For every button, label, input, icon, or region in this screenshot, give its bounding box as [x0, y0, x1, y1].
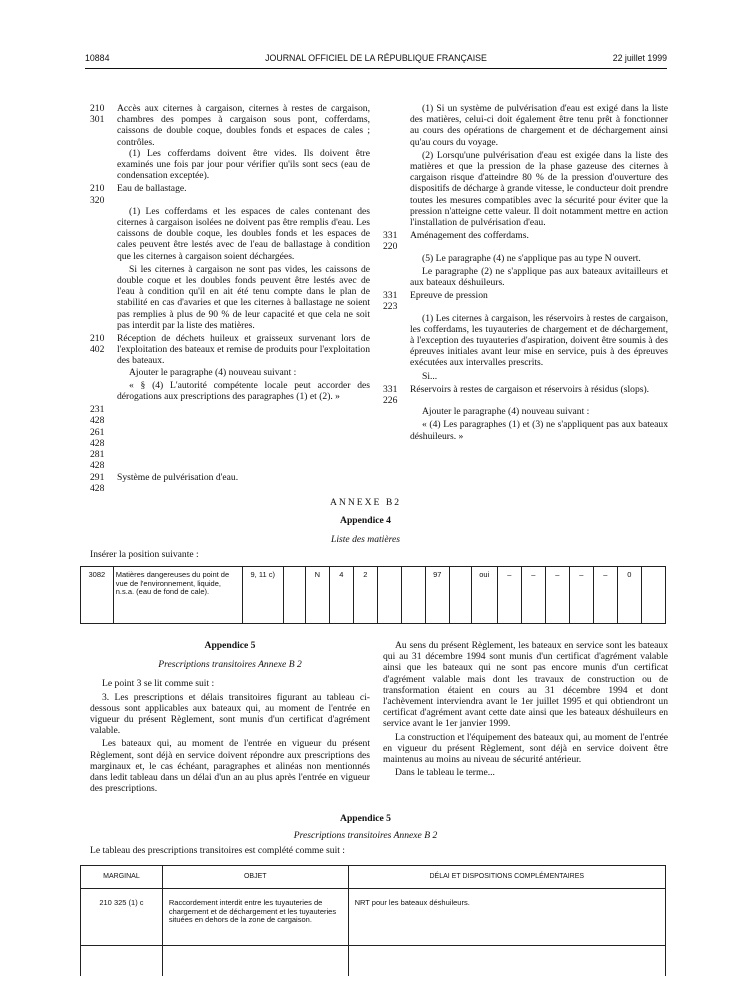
- table-row: [81, 889, 666, 946]
- article-item: [90, 404, 370, 426]
- paragraph: (1) Si un système de pulvérisation d'eau est exigé dans la liste des matières, celui-ci doit également être tenu prêt à fonctionner au cours des opérations de chargement et de déchargement ainsi qu'au cours du voyage.: [410, 103, 668, 148]
- transitional-table: [80, 865, 666, 976]
- article-number: 231 428: [90, 404, 105, 427]
- appendix-5-right: [383, 640, 668, 780]
- article-text: Aménagement des cofferdams.: [410, 230, 529, 242]
- annex-title: ANNEXE B2: [329, 497, 402, 508]
- table-cell: 97: [425, 567, 449, 624]
- paragraph: Dans le tableau le terme...: [395, 767, 495, 779]
- paragraph: Ajouter le paragraphe (4) nouveau suivant :: [129, 366, 297, 378]
- article-number: 210 320: [90, 183, 105, 206]
- page-number: 10884: [85, 53, 110, 63]
- table-cell: 9, 11 c): [242, 567, 283, 624]
- article-item: [90, 333, 370, 367]
- header-rule: [85, 68, 667, 69]
- article-number: 331 226: [383, 383, 398, 407]
- article-text: Epreuve de pression: [410, 290, 488, 302]
- paragraph: « (4) Les paragraphes (1) et (3) ne s'appliquent pas aux bateaux déshuileurs. »: [410, 419, 668, 442]
- article-text: [117, 449, 370, 471]
- appendix-5b-title: Appendice 5: [340, 813, 391, 824]
- header-marginal: MARGINAL: [81, 866, 163, 889]
- article-text: Eau de ballastage.: [117, 183, 187, 195]
- paragraph: 3. Les prescriptions et délais transitoires figurant au tableau ci-dessous sont applicables aux bateaux qui, au moment de l'entrée en vigueur du présent Règlement, sont munis d'un certificat d'agrément valable.: [90, 691, 370, 737]
- paragraph: « § (4) L'autorité compétente locale peut accorder des dérogations aux prescriptions des paragraphes (1) et (2). »: [117, 379, 370, 403]
- left-column: [90, 103, 370, 494]
- article-number: 261 428: [90, 426, 105, 449]
- article-text: Réception de déchets huileux et graisseux survenant lors de l'exploitation des bateaux et remise de produits pour l'exploitation des bateaux.: [117, 333, 370, 367]
- paragraph: Le paragraphe (2) ne s'applique pas aux bateaux avitailleurs et aux bateaux déshuileurs.: [410, 265, 668, 289]
- table-cell: [401, 567, 425, 624]
- paragraph: (1) Les cofferdams et les espaces de cales contenant des citernes à cargaison isolées ne doivent pas être remplis d'eau. Les caissons de double coque, les doubles fonds et les espaces de cales peuvent être lestés avec de l'eau de ballastage à condition que les citernes à cargaison soient déchargées.: [117, 205, 370, 262]
- table-cell: –: [593, 567, 617, 624]
- paragraph: (2) Lorsqu'une pulvérisation d'eau est exigée dans la liste des matières et que la pression de la phase gazeuse des citernes à cargaison risque d'atteindre 80 % de la pression d'ouverture des dispositifs de décharge à grande vitesse, le conducteur doit prendre toutes les mesures compatibles avec la sécurité pour éviter que la pression n'atteigne cette valeur. Il doit notamment mettre en action l'installation de pulvérisation d'eau.: [410, 149, 668, 229]
- paragraph: Si les citernes à cargaison ne sont pas vides, les caissons de double coque et les doubles fonds peuvent être lestés avec de l'eau à condition qu'il en ait été tenu compte dans le plan de stabilité en cas d'avaries et que les citernes à ballastage ne soient pas remplies à plus de 90 % de leur capacité et que cela ne soit pas interdit par la liste des matières.: [117, 263, 370, 331]
- appendix-5b-subtitle: Prescriptions transitoires Annexe B 2: [293, 830, 438, 841]
- paragraph: Les bateaux qui, au moment de l'entrée en vigueur du présent Règlement, sont déjà en service doivent répondre aux prescriptions des marginaux et, le cas échéant, paragraphes et alinéas non mentionnés dans ledit tableau dans un délai d'un an au plus après l'entrée en vigueur des prescriptions.: [90, 738, 370, 795]
- article-item: [90, 103, 370, 148]
- header-delai: DÉLAI ET DISPOSITIONS COMPLÉMENTAIRES: [348, 866, 665, 889]
- article-item: [383, 230, 668, 252]
- table-cell: 2: [353, 567, 377, 624]
- appendix-5-subtitle: Prescriptions transitoires Annexe B 2: [158, 659, 302, 671]
- paragraph: (1) Les citernes à cargaison, les réservoirs à restes de cargaison, les cofferdams, les tuyauteries de chargement et de déchargement, à l'exception des tuyauteries d'aspiration, doivent être soumis à des épreuves initiales avant leur mise en service, puis à des épreuves exécutées aux intervalles prescrits.: [410, 312, 668, 369]
- journal-title: JOURNAL OFFICIEL DE LA RÉPUBLIQUE FRANÇAISE: [265, 53, 487, 63]
- article-number: 210 301: [90, 103, 105, 126]
- table-cell: [449, 567, 471, 624]
- issue-date: 22 juillet 1999: [612, 53, 667, 63]
- table-cell: [283, 567, 305, 624]
- table-cell: [641, 567, 665, 624]
- paragraph: Au sens du présent Règlement, les bateaux en service sont les bateaux qui au 31 décembre 1994 sont munis d'un certificat d'agrément valable ainsi que les bateaux qui ne sont pas encore munis d'un certificat d'agrément valable mais dont les travaux de construction ou de transformation étaient en cours au 31 décembre 1994 et dont l'achèvement interviendra avant le 1er juillet 1995 et qui obtiendront un certificat d'agrément avant cette date ainsi que les bateaux déshuileurs en service avant le 1er janvier 1999.: [383, 640, 668, 730]
- cell-objet: Raccordement interdit entre les tuyauteries de chargement et de déchargement et les tuyauteries situées en dehors de la zone de cargaison.: [162, 889, 348, 946]
- table-cell: N: [305, 567, 329, 624]
- page-header: [85, 53, 667, 67]
- paragraph: Le point 3 se lit comme suit :: [102, 678, 215, 690]
- article-text: Système de pulvérisation d'eau.: [117, 471, 239, 483]
- article-item: [383, 290, 668, 312]
- table-cell: 4: [329, 567, 353, 624]
- insert-instruction: Insérer la position suivante :: [90, 549, 199, 560]
- article-number: 291 428: [90, 471, 105, 494]
- table-row: [81, 567, 666, 624]
- table-cell: –: [569, 567, 593, 624]
- header-objet: OBJET: [162, 866, 348, 889]
- article-number: 281 428: [90, 449, 105, 472]
- article-text: Accès aux citernes à cargaison, citernes à restes de cargaison, chambres des pompes à cargaison sous pont, cofferdams, caissons de double coque, doubles fonds et espaces de cales ; contrôles.: [117, 103, 370, 148]
- article-item: [90, 472, 370, 494]
- article-number: 210 402: [90, 333, 105, 356]
- paragraph: Si...: [422, 370, 438, 382]
- paragraph: Ajouter le paragraphe (4) nouveau suivant :: [422, 406, 590, 418]
- article-item: [90, 427, 370, 449]
- appendix-4-title: Appendice 4: [340, 515, 391, 526]
- cell-marginal: 210 325 (1) c: [81, 889, 163, 946]
- table-cell: 3082: [81, 567, 114, 624]
- article-number: 331 223: [383, 290, 398, 313]
- paragraph: La construction et l'équipement des bateaux qui, au moment de l'entrée en vigueur du présent Règlement, sont déjà en service doivent être maintenus au moins au niveau de sécurité antérieur.: [383, 731, 668, 766]
- appendix-5-left: [90, 640, 370, 796]
- table-row-empty: [81, 946, 666, 977]
- substance-table: [80, 566, 666, 624]
- article-item: [383, 384, 668, 406]
- table-cell: –: [497, 567, 521, 624]
- table-cell: 0: [617, 567, 641, 624]
- table-cell: oui: [471, 567, 497, 624]
- right-column: [383, 103, 668, 444]
- article-text: Réservoirs à restes de cargaison et réservoirs à résidus (slops).: [410, 383, 650, 395]
- table-cell: Matières dangereuses du point de vue de l'environnement, liquide, n.s.a. (eau de fond de cale).: [113, 567, 242, 624]
- list-title: Liste des matières: [331, 534, 400, 545]
- article-number: 331 220: [383, 230, 398, 253]
- article-item: [90, 449, 370, 471]
- paragraph: (5) Le paragraphe (4) ne s'applique pas au type N ouvert.: [422, 252, 641, 264]
- table-cell: –: [521, 567, 545, 624]
- article-text: [117, 427, 370, 449]
- article-text: [117, 404, 370, 426]
- article-item: [90, 183, 370, 205]
- table-cell: –: [545, 567, 569, 624]
- table-cell: [377, 567, 401, 624]
- cell-delai: NRT pour les bateaux déshuileurs.: [348, 889, 665, 946]
- paragraph: (1) Les cofferdams doivent être vides. Ils doivent être examinés une fois par jour pour vérifier qu'ils sont secs (eau de condensation exceptée).: [117, 147, 370, 182]
- appendix-5-title: Appendice 5: [204, 640, 256, 651]
- table-intro: Le tableau des prescriptions transitoires est complété comme suit :: [90, 845, 345, 856]
